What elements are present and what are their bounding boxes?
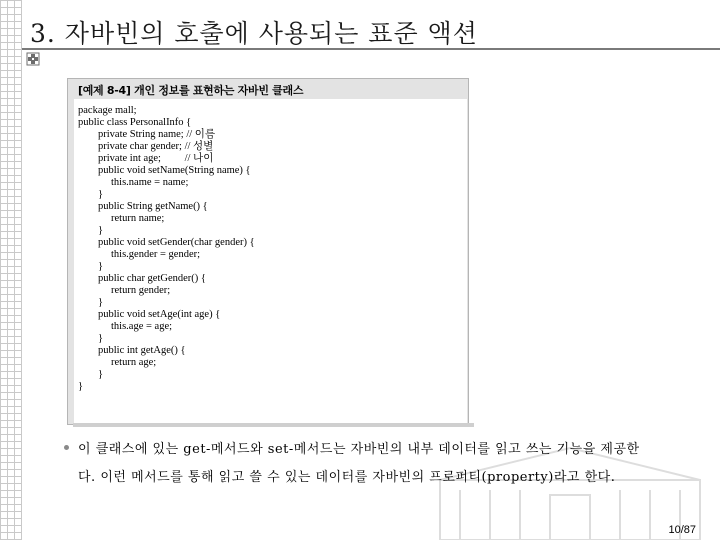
code-line: this.gender = gender;	[111, 249, 201, 260]
code-line: private char gender; // 성별	[98, 141, 214, 152]
code-line: public int getAge() {	[98, 345, 186, 356]
code-line: public char getGender() {	[98, 273, 206, 284]
code-example-panel	[67, 78, 469, 425]
code-line: }	[98, 297, 104, 308]
text-bullet	[64, 445, 69, 450]
code-line: }	[98, 333, 104, 344]
code-line: this.name = name;	[111, 177, 189, 188]
code-line: return age;	[111, 357, 157, 368]
code-line: }	[98, 369, 104, 380]
code-line: public void setAge(int age) {	[98, 309, 221, 320]
description-line-1: 이 클래스에 있는 get-메서드와 set-메서드는 자바빈의 내부 데이터를 읽고 쓰는 기능을 제공한	[78, 442, 640, 457]
code-line: public void setName(String name) {	[98, 165, 251, 176]
code-line: private String name; // 이름	[98, 129, 216, 140]
code-line: public String getName() {	[98, 201, 208, 212]
example-caption: [예제 8-4] 개인 정보를 표현하는 자바빈 클래스	[78, 84, 304, 97]
code-line: public void setGender(char gender) {	[98, 237, 255, 248]
code-line: }	[78, 381, 84, 392]
page-number: 10/87	[668, 524, 696, 536]
code-line: this.age = age;	[111, 321, 173, 332]
title-divider	[22, 48, 720, 50]
code-line: private int age; // 나이	[98, 153, 214, 164]
slide-title: 3. 자바빈의 호출에 사용되는 표준 액션	[30, 19, 478, 48]
decorative-grid-strip	[0, 0, 22, 540]
code-line: }	[98, 225, 104, 236]
code-line: }	[98, 189, 104, 200]
description-line-2: 다. 이런 메서드를 통해 읽고 쓸 수 있는 데이터를 자바빈의 프로퍼티(property)라고 한다.	[78, 470, 616, 485]
code-line: return name;	[111, 213, 165, 224]
code-line: package mall;	[78, 105, 137, 116]
panel-shadow	[73, 423, 474, 427]
code-line: return gender;	[111, 285, 171, 296]
code-line: public class PersonalInfo {	[78, 117, 192, 128]
code-block	[74, 99, 467, 423]
diamond-bullet-icon	[26, 52, 40, 66]
code-line: }	[98, 261, 104, 272]
